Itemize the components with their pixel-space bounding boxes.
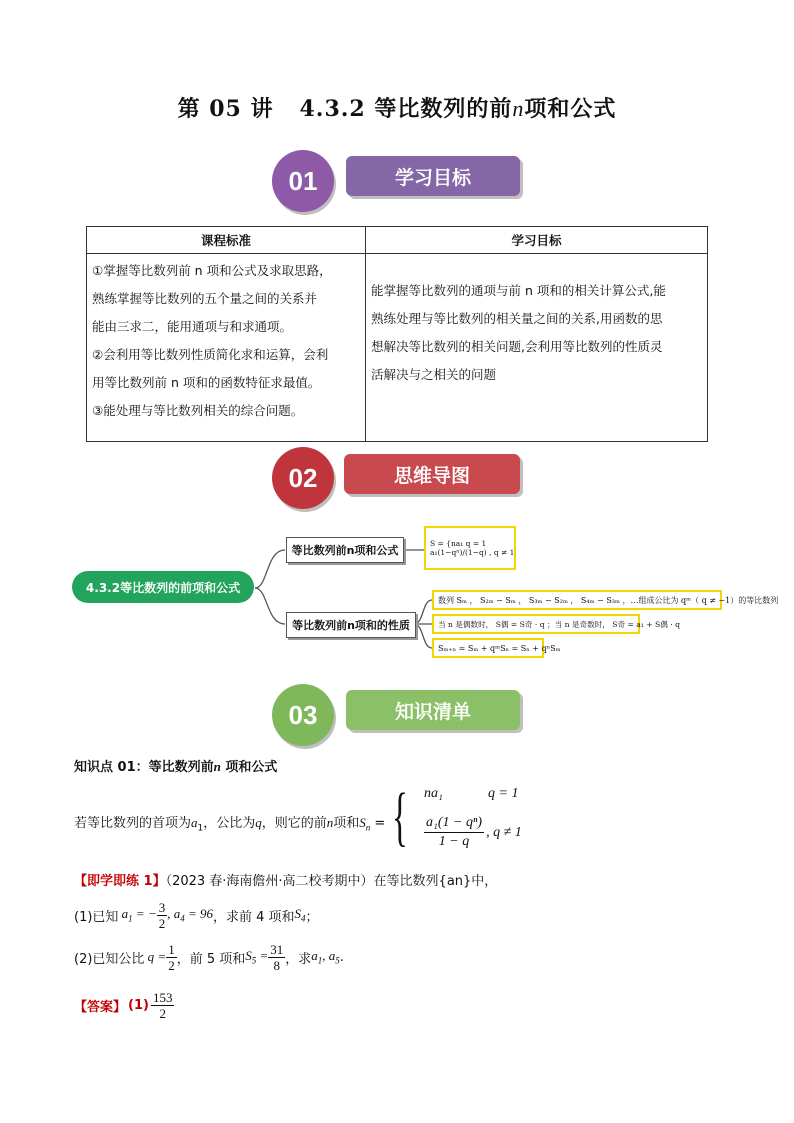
- knowledge-title-suffix: 项和公式: [220, 760, 278, 775]
- section-02-circle: [272, 447, 334, 509]
- sentence-part-b: ，公比为: [203, 816, 256, 831]
- exercise-tag: 【即学即练 1】: [74, 874, 166, 889]
- mindmap-root-label: 4.3.2等比数列的前项和公式: [85, 580, 241, 595]
- case-2-condition: , q ≠ 1: [486, 824, 522, 840]
- case-2-denominator: 1 − q: [438, 834, 470, 849]
- leaf-formula-top: S = {na₁ q = 1: [430, 539, 487, 548]
- learning-goals-table: [86, 226, 708, 442]
- answer-part: (1): [128, 997, 149, 1013]
- table-header-standard: 课程标准: [87, 227, 366, 254]
- standard-line: 能由三求二，能用通项与和求通项。: [92, 319, 293, 334]
- table-header-goal: 学习目标: [366, 227, 708, 254]
- table-cell-standard: [87, 254, 366, 442]
- case-1-cond-text: q = 1: [488, 786, 519, 801]
- exercise-header: [74, 870, 497, 889]
- answer-numerator: 153: [152, 989, 173, 1005]
- section-03-circle: [272, 684, 334, 746]
- sentence-part-d: 项和: [333, 816, 360, 831]
- q2-prefix: (2)已知公比: [74, 951, 145, 967]
- exercise-q2: (2)已知公比 q = $\frac{1}{2}$ ，前 5 项和 $S_5$ = $\frac{31}{8}$ ，求 $a_1$, $a_5$ .: [74, 941, 344, 973]
- standard-line: 熟练掌握等比数列的五个量之间的关系并: [92, 291, 318, 306]
- section-01-circle: [272, 150, 334, 212]
- answer-fraction: [151, 990, 175, 1021]
- q1-end: ；: [305, 909, 319, 925]
- q2-end: .: [339, 949, 344, 965]
- leaf-formula-bottom: a₁(1−qⁿ)/(1−q) , q ≠ 1: [430, 548, 515, 557]
- case-2: [424, 814, 522, 851]
- goal-line: 能掌握等比数列的通项与前 n 项和的相关计算公式,能: [371, 283, 666, 298]
- q2-text: ，求: [285, 951, 312, 967]
- lecture-number: 第 05 讲: [177, 96, 274, 122]
- knowledge-title-text: 知识点 01：等比数列前: [74, 760, 214, 775]
- title-suffix: 项和公式: [524, 96, 617, 122]
- q1-text: ，求前 4 项和: [213, 909, 295, 925]
- q2-mid: ，前 5 项和: [176, 951, 246, 967]
- case-1: [424, 786, 443, 802]
- leaf-segment-sums-text: 数列 Sₘ ， S₂ₘ − Sₘ ， S₃ₘ − S₂ₘ ， S₄ₘ − S₃ₘ ，…组成公比为 qᵐ（ q ≠ −1）的等比数列: [438, 595, 779, 605]
- case-1-expr: na₁: [424, 786, 443, 801]
- mindmap-leaf-segment-sums: [432, 590, 779, 610]
- goal-line: 想解决等比数列的相关问题,会利用等比数列的性质灵: [371, 339, 663, 354]
- section-03-label: 知识清单: [394, 700, 471, 723]
- section-03-bar: [346, 690, 520, 730]
- section-01-label: 学习目标: [394, 166, 471, 189]
- title-main: 4.3.2 等比数列的前: [299, 96, 513, 122]
- mindmap-branch-properties: [286, 612, 416, 638]
- section-01-bar: [346, 156, 520, 196]
- section-01-number: 01: [288, 165, 318, 196]
- title-var: n: [512, 96, 525, 121]
- standard-line: ③能处理与等比数列相关的综合问题。: [92, 403, 304, 418]
- table-cell-goal: [366, 254, 708, 442]
- section-03-number: 03: [288, 699, 318, 730]
- leaf-odd-even-text: 当 n 是偶数时， S偶 = S奇 · q ；当 n 是奇数时， S奇 = a₁ + S偶 · q: [438, 619, 680, 629]
- page-title: [0, 92, 794, 123]
- goal-line: 熟练处理与等比数列的相关量之间的关系,用函数的思: [371, 311, 663, 326]
- standard-line: ①掌握等比数列前 n 项和公式及求取思路，: [92, 263, 332, 278]
- answer-tag: 【答案】: [74, 999, 127, 1015]
- mindmap-leaf-formula: [424, 526, 516, 570]
- section-02-bar: [344, 454, 520, 494]
- knowledge-title-var: n: [213, 759, 221, 774]
- mindmap-leaf-sum-split: [432, 638, 561, 658]
- formula-sentence: 若等比数列的首项为$a_1$，公比为q，则它的前n项和$S_n$ =: [74, 815, 386, 834]
- mindmap-root: [72, 571, 254, 603]
- standard-line: ②会利用等比数列性质简化求和运算，会利: [92, 347, 329, 362]
- knowledge-point-title: [74, 756, 277, 775]
- answer: [74, 988, 174, 1022]
- piecewise-brace: {: [392, 780, 408, 853]
- sentence-part-a: 若等比数列的首项为: [74, 816, 192, 831]
- q1-prefix: (1)已知: [74, 909, 119, 925]
- case-2-numerator: a₁(1 − qⁿ): [424, 814, 484, 833]
- exercise-q1: (1)已知 $a_1$ = − $\frac{3}{2}$ , $a_4 = 96$ ，求前 4 项和 $S_4$ ；: [74, 899, 319, 931]
- sentence-part-c: ，则它的前: [261, 816, 327, 831]
- branch-formula-label: 等比数列前n项和公式: [291, 544, 399, 557]
- leaf-sum-split-text: Sₘ₊ₙ = Sₘ + qᵐSₙ = Sₙ + qⁿSₘ: [438, 643, 561, 653]
- section-02-number: 02: [288, 462, 318, 493]
- section-02-label: 思维导图: [393, 464, 470, 487]
- case-1-condition: [488, 786, 518, 802]
- branch-properties-label: 等比数列前n项和的性质: [292, 619, 410, 632]
- exercise-source: （2023 春·海南儋州·高二校考期中）在等比数列{an}中，: [165, 874, 498, 889]
- standard-line: 用等比数列前 n 项和的函数特征求最值。: [92, 375, 321, 390]
- mindmap-branch-formula: [286, 537, 404, 563]
- answer-denominator: 2: [159, 1005, 166, 1021]
- goal-line: 活解决与之相关的问题: [371, 367, 497, 382]
- mindmap-leaf-odd-even: [432, 614, 680, 634]
